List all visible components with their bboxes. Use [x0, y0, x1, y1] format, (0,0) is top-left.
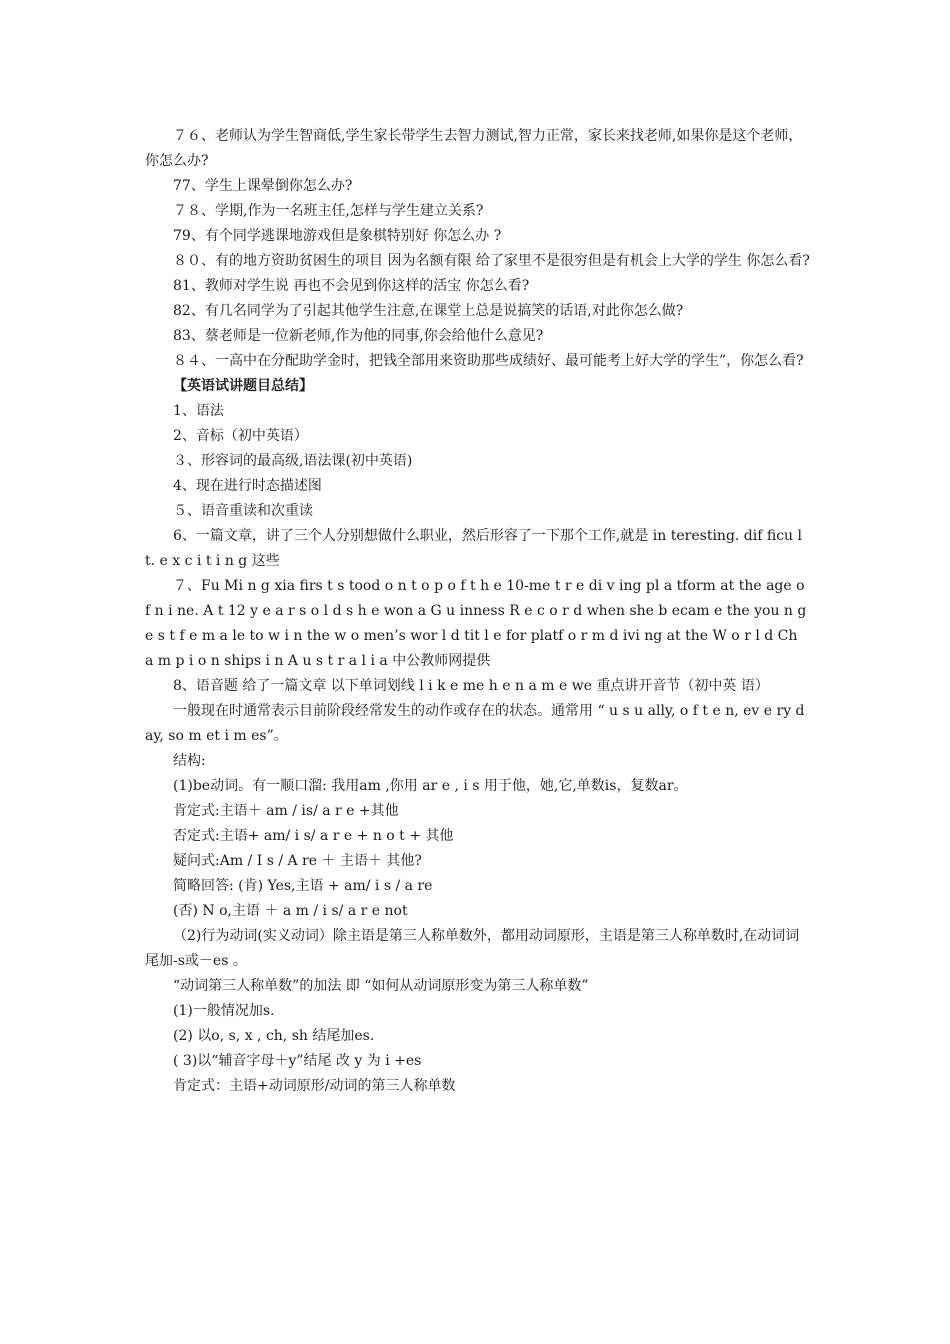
document-body [145, 124, 810, 1099]
action-verb-rule: （2)行为动词(实义动词）除主语是第三人称单数外，都用动词原形，主语是第三人称单数时,在动词词尾加-s或－es 。 [145, 928, 800, 969]
third-person-rule-1: (1)一般情况加s. [173, 1003, 275, 1019]
english-topic-5: ５、语音重读和次重读 [173, 503, 313, 519]
question-82: 82、有几名同学为了引起其他学生注意,在课堂上总是说搞笑的话语,对此你怎么做? [173, 303, 684, 319]
question-76: ７６、老师认为学生智商低,学生家长带学生去智力测试,智力正常，家长来找老师,如果你是这个老师，你怎么办? [145, 128, 803, 169]
english-topic-3: ３、形容词的最高级,语法课(初中英语) [173, 453, 413, 469]
present-tense-intro: 一般现在时通常表示目前阶段经常发生的动作或存在的状态。通常用 “ u s u ally, o f t e n, ev e ry day, so m et i m es”。 [145, 703, 805, 744]
interrogative-form: 疑问式:Am / I s / A re ＋ 主语＋ 其他? [173, 853, 422, 869]
be-verb-rule: (1)be动词。有一顺口溜: 我用am ,你用 ar e , i s 用于他，她,它,单数is，复数ar。 [173, 778, 688, 794]
english-topic-7: ７、Fu Mi n g xia firs t s tood o n t o p o f t h e 10-me t r e di v ing pl a tform at the age o f n i ne. A t 12 y e a r s o l d s h e won a G u inness R e c o r d when she b ecam e the you n g e s t f e m a le to w i n the w o men’s wor l d tit l e for platf o r m d ivi ng at the W o r l d Ch a m p i o n ships i n A u s t r a l i a 中公教师网提供 [145, 578, 807, 669]
question-84: ８４、一高中在分配助学金时，把钱全部用来资助那些成绩好、最可能考上好大学的学生”，你怎么看? [173, 353, 804, 369]
third-person-heading: “动词第三人称单数”的加法 即 “如何从动词原形变为第三人称单数” [173, 978, 589, 994]
section-heading-english: 【英语试讲题目总结】 [173, 378, 313, 394]
english-topic-4: 4、现在进行时态描述图 [173, 478, 322, 494]
english-topic-6: 6、一篇文章，讲了三个人分别想做什么职业，然后形容了一下那个工作,就是 in teresting. dif ficu l t. e x c i t i n g 这些 [145, 528, 802, 569]
question-81: 81、教师对学生说 再也不会见到你这样的活宝 你怎么看? [173, 278, 530, 294]
short-answer-yes: 简略回答: (肯) Yes,主语 + am/ i s / a re [173, 878, 433, 894]
question-79: 79、有个同学逃课地游戏但是象棋特别好 你怎么办 ? [173, 228, 502, 244]
third-person-rule-3: ( 3)以“辅音字母＋y”结尾 改 y 为 i +es [173, 1053, 422, 1069]
affirmative-form: 肯定式:主语＋ am / is/ a r e +其他 [173, 803, 399, 819]
affirmative-form-verb: 肯定式：主语+动词原形/动词的第三人称单数 [173, 1078, 456, 1094]
english-topic-1: 1、语法 [173, 403, 224, 419]
structure-label: 结构: [173, 753, 206, 769]
question-83: 83、蔡老师是一位新老师,作为他的同事,你会给他什么意见? [173, 328, 544, 344]
question-80: ８０、有的地方资助贫困生的项目 因为名额有限 给了家里不是很穷但是有机会上大学的学生 你怎么看? [173, 253, 810, 269]
english-topic-2: 2、音标（初中英语） [173, 428, 308, 444]
third-person-rule-2: (2) 以o, s, x , ch, sh 结尾加es. [173, 1028, 375, 1044]
negative-form: 否定式:主语+ am/ i s/ a r e + n o t + 其他 [173, 828, 454, 844]
question-77: 77、学生上课晕倒你怎么办? [173, 178, 353, 194]
question-78: ７８、学期,作为一名班主任,怎样与学生建立关系? [173, 203, 484, 219]
short-answer-no: (否) N o,主语 ＋ a m / i s/ a r e not [173, 903, 408, 919]
english-topic-8: 8、语音题 给了一篇文章 以下单词划线 l i k e me h e n a m e we 重点讲开音节（初中英 语） [173, 678, 769, 694]
